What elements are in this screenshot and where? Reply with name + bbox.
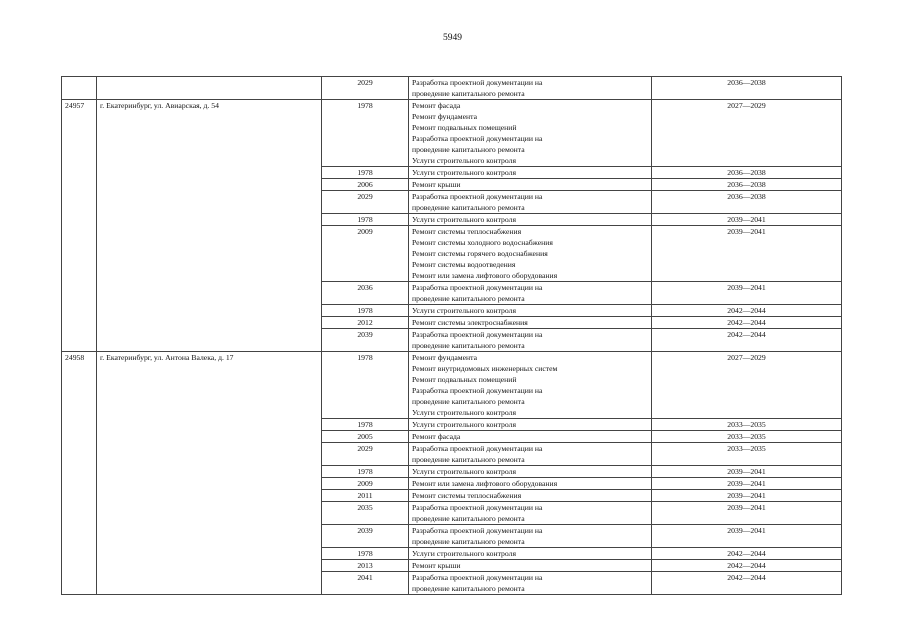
planned-period: 2042—2044 bbox=[652, 572, 842, 595]
work-list bbox=[409, 502, 652, 525]
work-item: Ремонт фасада bbox=[412, 101, 461, 110]
work-item: Разработка проектной документации на bbox=[412, 78, 543, 87]
work-item: Услуги строительного контроля bbox=[412, 549, 516, 558]
building-address: г. Екатеринбург, ул. Авиарская, д. 54 bbox=[97, 100, 322, 352]
work-item: Ремонт системы горячего водоснабжения bbox=[412, 249, 548, 258]
commission-year: 2029 bbox=[322, 443, 409, 466]
planned-period: 2039—2041 bbox=[652, 502, 842, 525]
work-item: проведение капитального ремонта bbox=[412, 514, 525, 523]
work-item: Ремонт или замена лифтового оборудования bbox=[412, 271, 558, 280]
commission-year: 2041 bbox=[322, 572, 409, 595]
commission-year: 1978 bbox=[322, 167, 409, 179]
commission-year: 2029 bbox=[322, 77, 409, 100]
work-item: Ремонт или замена лифтового оборудования bbox=[412, 479, 558, 488]
work-item: Ремонт крыши bbox=[412, 180, 461, 189]
work-item: проведение капитального ремонта bbox=[412, 584, 525, 593]
repair-schedule-table bbox=[61, 76, 842, 595]
work-item: проведение капитального ремонта bbox=[412, 89, 525, 98]
planned-period: 2036—2038 bbox=[652, 167, 842, 179]
work-item: Услуги строительного контроля bbox=[412, 215, 516, 224]
work-list bbox=[409, 548, 652, 560]
work-item: Ремонт фасада bbox=[412, 432, 461, 441]
commission-year: 2006 bbox=[322, 179, 409, 191]
planned-period: 2033—2035 bbox=[652, 431, 842, 443]
planned-period: 2039—2041 bbox=[652, 490, 842, 502]
commission-year: 1978 bbox=[322, 466, 409, 478]
work-item: Услуги строительного контроля bbox=[412, 306, 516, 315]
planned-period: 2033—2035 bbox=[652, 419, 842, 431]
planned-period: 2042—2044 bbox=[652, 548, 842, 560]
work-item: проведение капитального ремонта bbox=[412, 294, 525, 303]
work-item: Разработка проектной документации на bbox=[412, 526, 543, 535]
commission-year: 2036 bbox=[322, 282, 409, 305]
work-list bbox=[409, 167, 652, 179]
building-id: 24958 bbox=[62, 352, 97, 595]
work-list bbox=[409, 282, 652, 305]
work-item: проведение капитального ремонта bbox=[412, 455, 525, 464]
work-list bbox=[409, 179, 652, 191]
planned-period: 2039—2041 bbox=[652, 525, 842, 548]
work-item: Ремонт системы водоотведения bbox=[412, 260, 516, 269]
work-item: Ремонт фундамента bbox=[412, 353, 478, 362]
commission-year: 1978 bbox=[322, 305, 409, 317]
planned-period: 2042—2044 bbox=[652, 560, 842, 572]
work-item: Разработка проектной документации на bbox=[412, 192, 543, 201]
table-row bbox=[62, 352, 842, 419]
building-id bbox=[62, 77, 97, 100]
planned-period: 2033—2035 bbox=[652, 443, 842, 466]
work-item: Услуги строительного контроля bbox=[412, 168, 516, 177]
work-list bbox=[409, 419, 652, 431]
commission-year: 2013 bbox=[322, 560, 409, 572]
building-address: г. Екатеринбург, ул. Антона Валека, д. 17 bbox=[97, 352, 322, 595]
work-item: Ремонт фундамента bbox=[412, 112, 478, 121]
commission-year: 2011 bbox=[322, 490, 409, 502]
page-number: 5949 bbox=[443, 33, 462, 43]
work-item: Услуги строительного контроля bbox=[412, 156, 516, 165]
work-item: Ремонт внутридомовых инженерных систем bbox=[412, 364, 558, 373]
planned-period: 2039—2041 bbox=[652, 214, 842, 226]
work-item: Разработка проектной документации на bbox=[412, 134, 543, 143]
work-item: Разработка проектной документации на bbox=[412, 283, 543, 292]
commission-year: 2009 bbox=[322, 226, 409, 282]
building-id: 24957 bbox=[62, 100, 97, 352]
work-item: проведение капитального ремонта bbox=[412, 537, 525, 546]
planned-period: 2042—2044 bbox=[652, 317, 842, 329]
work-item: Ремонт системы теплоснабжения bbox=[412, 491, 522, 500]
commission-year: 2039 bbox=[322, 525, 409, 548]
work-item: проведение капитального ремонта bbox=[412, 341, 525, 350]
work-item: Ремонт подвальных помещений bbox=[412, 375, 517, 384]
work-list bbox=[409, 191, 652, 214]
commission-year: 1978 bbox=[322, 548, 409, 560]
work-list bbox=[409, 443, 652, 466]
work-item: Ремонт системы теплоснабжения bbox=[412, 227, 522, 236]
repair-schedule-body bbox=[62, 77, 842, 595]
table-row bbox=[62, 100, 842, 167]
work-list bbox=[409, 431, 652, 443]
work-item: Ремонт системы электроснабжения bbox=[412, 318, 528, 327]
work-item: Ремонт подвальных помещений bbox=[412, 123, 517, 132]
work-list bbox=[409, 305, 652, 317]
work-item: Ремонт крыши bbox=[412, 561, 461, 570]
work-list bbox=[409, 490, 652, 502]
planned-period: 2039—2041 bbox=[652, 478, 842, 490]
commission-year: 1978 bbox=[322, 100, 409, 167]
work-list bbox=[409, 572, 652, 595]
work-item: Разработка проектной документации на bbox=[412, 330, 543, 339]
work-list bbox=[409, 329, 652, 352]
work-item: Услуги строительного контроля bbox=[412, 467, 516, 476]
work-item: Разработка проектной документации на bbox=[412, 386, 543, 395]
work-item: проведение капитального ремонта bbox=[412, 397, 525, 406]
planned-period: 2036—2038 bbox=[652, 179, 842, 191]
work-list bbox=[409, 352, 652, 419]
commission-year: 2035 bbox=[322, 502, 409, 525]
work-list bbox=[409, 525, 652, 548]
work-list bbox=[409, 100, 652, 167]
work-list bbox=[409, 466, 652, 478]
planned-period: 2039—2041 bbox=[652, 282, 842, 305]
planned-period: 2042—2044 bbox=[652, 305, 842, 317]
work-list bbox=[409, 77, 652, 100]
planned-period: 2027—2029 bbox=[652, 100, 842, 167]
commission-year: 1978 bbox=[322, 352, 409, 419]
commission-year: 2029 bbox=[322, 191, 409, 214]
planned-period: 2042—2044 bbox=[652, 329, 842, 352]
work-list bbox=[409, 560, 652, 572]
planned-period: 2027—2029 bbox=[652, 352, 842, 419]
work-item: Разработка проектной документации на bbox=[412, 573, 543, 582]
planned-period: 2039—2041 bbox=[652, 226, 842, 282]
work-list bbox=[409, 226, 652, 282]
work-list bbox=[409, 317, 652, 329]
commission-year: 2005 bbox=[322, 431, 409, 443]
work-item: проведение капитального ремонта bbox=[412, 203, 525, 212]
commission-year: 2039 bbox=[322, 329, 409, 352]
work-item: Разработка проектной документации на bbox=[412, 444, 543, 453]
commission-year: 2012 bbox=[322, 317, 409, 329]
planned-period: 2039—2041 bbox=[652, 466, 842, 478]
planned-period: 2036—2038 bbox=[652, 77, 842, 100]
building-address bbox=[97, 77, 322, 100]
commission-year: 2009 bbox=[322, 478, 409, 490]
table-row bbox=[62, 77, 842, 100]
commission-year: 1978 bbox=[322, 419, 409, 431]
work-item: проведение капитального ремонта bbox=[412, 145, 525, 154]
work-item: Услуги строительного контроля bbox=[412, 408, 516, 417]
work-item: Ремонт системы холодного водоснабжения bbox=[412, 238, 553, 247]
commission-year: 1978 bbox=[322, 214, 409, 226]
work-list bbox=[409, 214, 652, 226]
work-item: Разработка проектной документации на bbox=[412, 503, 543, 512]
work-list bbox=[409, 478, 652, 490]
planned-period: 2036—2038 bbox=[652, 191, 842, 214]
work-item: Услуги строительного контроля bbox=[412, 420, 516, 429]
